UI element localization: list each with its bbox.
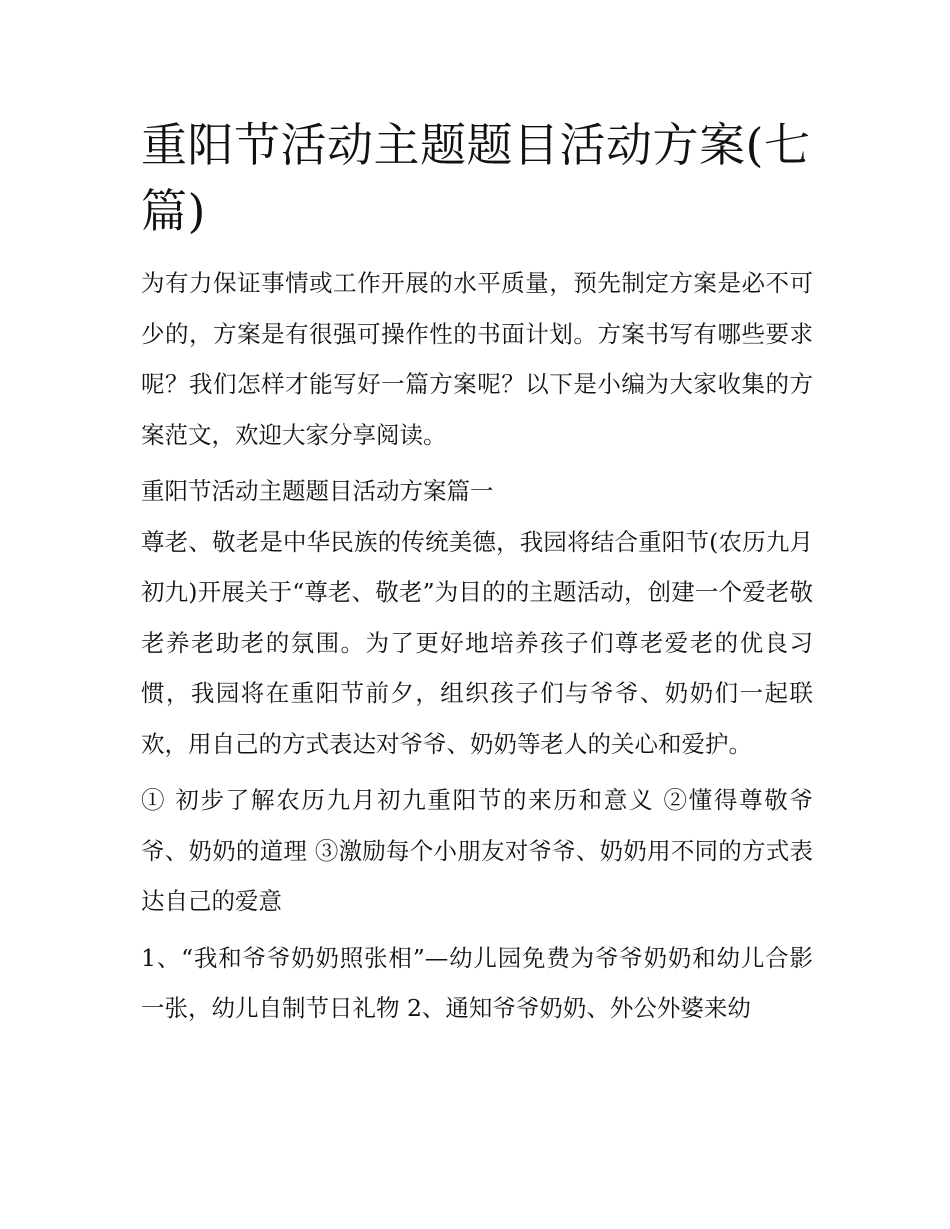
section-heading: 重阳节活动主题题目活动方案篇一 xyxy=(141,477,494,505)
document-title: 重阳节活动主题题目活动方案(七篇) xyxy=(141,118,811,238)
intro-paragraph: 为有力保证事情或工作开展的水平质量，预先制定方案是必不可少的，方案是有很强可操作性的书面计划。方案书写有哪些要求呢？我们怎样才能写好一篇方案呢？以下是小编为大家收集的方案范文，欢迎大家分享阅读。 xyxy=(141,269,813,449)
activities-paragraph: 1、“我和爷爷奶奶照张相”—幼儿园免费为爷爷奶奶和幼儿合影一张，幼儿自制节日礼物 2、通知爷爷奶奶、外公外婆来幼 xyxy=(141,943,813,1022)
document-page xyxy=(141,112,813,1034)
body-paragraph-1: 尊老、敬老是中华民族的传统美德，我园将结合重阳节(农历九月初九)开展关于“尊老、敬老”为目的的主题活动，创建一个爱老敬老养老助老的氛围。为了更好地培养孩子们尊老爱老的优良习惯，我园将在重阳节前夕，组织孩子们与爷爷、奶奶们一起联欢，用自己的方式表达对爷爷、奶奶等老人的关心和爱护。 xyxy=(141,527,813,758)
goals-paragraph: ① 初步了解农历九月初九重阳节的来历和意义 ②懂得尊敬爷爷、奶奶的道理 ③激励每个小朋友对爷爷、奶奶用不同的方式表达自己的爱意 xyxy=(141,786,813,915)
